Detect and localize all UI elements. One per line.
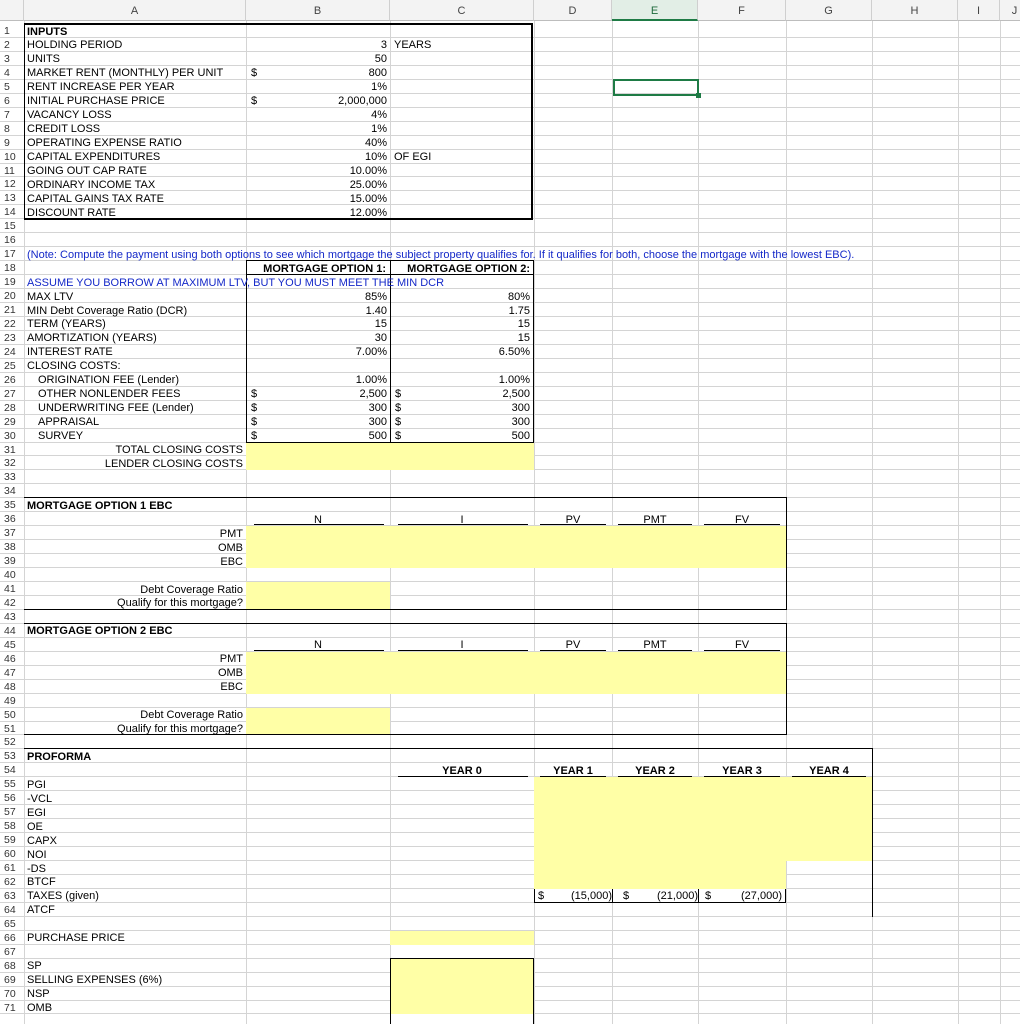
input-value: 12.00%	[349, 206, 387, 219]
option2-value: 300	[511, 416, 530, 429]
border	[534, 889, 535, 903]
input-label: CAPITAL GAINS TAX RATE	[27, 192, 164, 205]
row-number[interactable]: 25	[4, 359, 16, 372]
qualify-label: Qualify for this mortgage?	[117, 723, 243, 735]
row-number[interactable]: 13	[4, 192, 16, 205]
row-number[interactable]: 45	[4, 638, 16, 651]
row-number[interactable]: 40	[4, 569, 16, 582]
option1-value: 1.00%	[355, 374, 387, 387]
option2-value: 6.50%	[498, 346, 530, 359]
ebc-row-label: PMT	[219, 527, 243, 540]
option1-value: 15	[374, 318, 387, 331]
total-closing-label: TOTAL CLOSING COSTS	[115, 444, 243, 456]
mortgage-label: CLOSING COSTS:	[27, 360, 121, 373]
tvm-header: PV	[565, 639, 581, 652]
mortgage-label: AMORTIZATION (YEARS)	[27, 332, 157, 345]
proforma-row-label: OE	[27, 820, 43, 833]
border	[785, 889, 786, 903]
year-header: YEAR 1	[553, 764, 593, 777]
option2-value: 15	[517, 318, 530, 331]
tvm-header: N	[314, 513, 322, 526]
row-number[interactable]: 48	[4, 680, 16, 693]
input-fill	[390, 959, 534, 1015]
input-fill	[534, 777, 786, 875]
border	[698, 889, 699, 903]
input-label: UNITS	[27, 53, 60, 66]
row-number[interactable]: 67	[4, 945, 16, 958]
row-number[interactable]: 20	[4, 290, 16, 303]
row-number[interactable]: 41	[4, 583, 16, 595]
row-number[interactable]: 21	[4, 304, 16, 316]
input-label: INITIAL PURCHASE PRICE	[27, 95, 165, 108]
option2-header: MORTGAGE OPTION 2:	[407, 262, 530, 275]
dcr-label: Debt Coverage Ratio	[140, 583, 243, 596]
input-fill	[534, 875, 786, 889]
row-number[interactable]: 57	[4, 806, 16, 819]
column-header-I[interactable]: I	[958, 0, 1000, 21]
mortgage-label: UNDERWRITING FEE (Lender)	[38, 402, 194, 415]
input-dollar: $	[251, 95, 258, 108]
row-number[interactable]: 63	[4, 889, 16, 902]
row-number[interactable]: 70	[4, 987, 16, 1000]
input-fill	[246, 708, 390, 736]
row-number[interactable]: 51	[4, 722, 16, 735]
input-label: CREDIT LOSS	[27, 123, 101, 136]
proforma-row-label: ATCF	[27, 904, 55, 917]
row-number[interactable]: 59	[4, 834, 16, 847]
option2-value: 1.75	[508, 304, 530, 317]
taxes-value: (27,000)	[741, 890, 782, 903]
tvm-header: FV	[734, 513, 750, 526]
mortgage-label: MIN Debt Coverage Ratio (DCR)	[27, 304, 188, 317]
row-number[interactable]: 33	[4, 471, 16, 484]
option1-value: 7.00%	[355, 346, 387, 359]
input-label: MARKET RENT (MONTHLY) PER UNIT	[27, 67, 224, 80]
input-label: CAPITAL EXPENDITURES	[27, 151, 161, 164]
row-number[interactable]: 65	[4, 917, 16, 930]
row-number[interactable]: 68	[4, 959, 16, 972]
row-number[interactable]: 64	[4, 903, 16, 916]
option1-value: 1.40	[365, 304, 387, 317]
input-value: 40%	[364, 137, 387, 150]
row-number[interactable]: 27	[4, 387, 16, 400]
mortgage-dollar: $	[395, 430, 402, 443]
sale-row-label: OMB	[27, 1002, 53, 1014]
row-number[interactable]: 23	[4, 331, 16, 344]
taxes-value: (15,000)	[571, 890, 612, 903]
sale-row-label: SP	[27, 960, 42, 973]
input-fill	[246, 652, 786, 694]
sale-row-label: SELLING EXPENSES (6%)	[27, 974, 163, 987]
row-number[interactable]: 37	[4, 527, 16, 540]
border	[612, 889, 613, 903]
row-number[interactable]: 44	[4, 624, 16, 637]
proforma-row-label: -DS	[27, 862, 46, 875]
option2-value: 2,500	[502, 388, 530, 401]
row-number[interactable]: 3	[4, 52, 10, 65]
row-number[interactable]: 56	[4, 792, 16, 805]
ebc-row-label: EBC	[220, 555, 243, 568]
proforma-row-label: EGI	[27, 806, 46, 819]
row-number[interactable]: 16	[4, 234, 16, 247]
input-label: OPERATING EXPENSE RATIO	[27, 137, 182, 150]
row-number[interactable]: 60	[4, 848, 16, 861]
mortgage-label: ORIGINATION FEE (Lender)	[38, 374, 179, 387]
column-header-D[interactable]: D	[534, 0, 612, 21]
note-text: (Note: Compute the payment using both options to see which mortgage the subject property qualifies for. If it qualifies for both, choose the mortgage with the lowest EBC).	[27, 248, 855, 261]
inputs-title: INPUTS	[27, 25, 68, 38]
border	[533, 959, 534, 1024]
row-number[interactable]: 49	[4, 694, 16, 707]
row-number[interactable]: 10	[4, 150, 16, 163]
row-number[interactable]: 54	[4, 764, 16, 777]
row-number[interactable]: 39	[4, 555, 16, 568]
mortgage-label: APPRAISAL	[38, 416, 100, 429]
input-value: 2,000,000	[338, 95, 387, 108]
option2-value: 500	[511, 430, 530, 443]
input-value: 4%	[371, 109, 387, 122]
border	[786, 498, 787, 610]
input-value: 10%	[364, 151, 387, 164]
column-header-A[interactable]: A	[24, 0, 246, 21]
option1-value: 500	[368, 430, 387, 443]
mortgage-label: INTEREST RATE	[27, 346, 113, 359]
row-number[interactable]: 47	[4, 666, 16, 679]
hgrid	[0, 232, 1020, 233]
input-value: 1%	[371, 123, 387, 136]
row-number[interactable]: 52	[4, 736, 16, 749]
year-header: YEAR 0	[442, 764, 482, 777]
row-number[interactable]: 55	[4, 778, 16, 791]
ebc-row-label: OMB	[217, 541, 243, 554]
row-number[interactable]: 62	[4, 875, 16, 888]
input-value: 3	[380, 39, 387, 52]
row-number[interactable]: 24	[4, 345, 16, 358]
input-fill	[786, 777, 872, 861]
row-number[interactable]: 22	[4, 317, 16, 330]
option2-value: 300	[511, 402, 530, 415]
input-label: GOING OUT CAP RATE	[27, 165, 147, 177]
column-header-B[interactable]: B	[246, 0, 390, 21]
proforma-row-label: TAXES (given)	[27, 890, 99, 903]
tvm-header: PMT	[643, 639, 667, 652]
tvm-header: N	[314, 639, 322, 652]
dcr-label: Debt Coverage Ratio	[140, 709, 243, 722]
row-number[interactable]: 9	[4, 136, 10, 149]
row-number[interactable]: 5	[4, 80, 10, 93]
input-value: 800	[368, 67, 387, 80]
row-number[interactable]: 7	[4, 108, 10, 121]
option2-value: 15	[517, 332, 530, 345]
row-number[interactable]: 38	[4, 541, 16, 554]
column-header-E[interactable]: E	[612, 0, 698, 21]
input-fill	[390, 931, 534, 945]
input-unit: YEARS	[394, 39, 432, 52]
row-number[interactable]: 66	[4, 931, 16, 944]
mortgage-dollar: $	[395, 416, 402, 429]
selected-cell-E5[interactable]	[613, 79, 699, 96]
qualify-label: Qualify for this mortgage?	[117, 597, 243, 610]
input-value: 1%	[371, 81, 387, 94]
mortgage-dollar: $	[251, 416, 258, 429]
mortgage-dollar: $	[395, 402, 402, 415]
input-value: 25.00%	[349, 178, 387, 191]
proforma-row-label: BTCF	[27, 876, 56, 889]
row-number[interactable]: 6	[4, 94, 10, 107]
row-number[interactable]: 19	[4, 276, 16, 289]
row-number[interactable]: 34	[4, 485, 16, 498]
row-number[interactable]: 69	[4, 973, 16, 986]
option1-header: MORTGAGE OPTION 1:	[263, 262, 386, 275]
row-number[interactable]: 12	[4, 178, 16, 191]
row-number[interactable]: 58	[4, 820, 16, 833]
input-fill	[246, 526, 786, 568]
taxes-value: (21,000)	[657, 890, 698, 903]
column-header-G[interactable]: G	[786, 0, 872, 21]
row-number[interactable]: 42	[4, 596, 16, 609]
proforma-row-label: NOI	[27, 848, 47, 861]
mortgage-dollar: $	[251, 402, 258, 415]
year-header: YEAR 4	[809, 764, 849, 777]
row-number[interactable]: 71	[4, 1001, 16, 1014]
row-number[interactable]: 28	[4, 401, 16, 414]
input-value: 15.00%	[349, 192, 387, 205]
input-label: RENT INCREASE PER YEAR	[27, 81, 175, 94]
taxes-dollar: $	[538, 890, 545, 903]
row-number[interactable]: 50	[4, 708, 16, 721]
border	[786, 624, 787, 736]
option1-value: 300	[368, 402, 387, 415]
row-number[interactable]: 53	[4, 750, 16, 763]
sale-row-label: NSP	[27, 988, 50, 1001]
option2-value: 80%	[507, 290, 530, 303]
input-label: DISCOUNT RATE	[27, 206, 116, 219]
row-number[interactable]: 43	[4, 610, 16, 623]
mortgage-label: TERM (YEARS)	[27, 318, 106, 331]
proforma-row-label: -VCL	[27, 792, 53, 805]
row-number[interactable]: 15	[4, 220, 16, 233]
column-header-F[interactable]: F	[698, 0, 786, 21]
year-header: YEAR 2	[635, 764, 675, 777]
tvm-header: PV	[565, 513, 581, 526]
input-fill	[246, 582, 390, 610]
option1-value: 30	[374, 332, 387, 345]
tvm-header: PMT	[643, 513, 667, 526]
assume-text: ASSUME YOU BORROW AT MAXIMUM LTV, BUT YOU MUST MEET THE MIN DCR	[27, 276, 445, 289]
ebc-title: MORTGAGE OPTION 1 EBC	[27, 499, 173, 512]
taxes-dollar: $	[623, 890, 630, 903]
row-number[interactable]: 8	[4, 122, 10, 135]
row-number[interactable]: 61	[4, 862, 16, 874]
lender-closing-label: LENDER CLOSING COSTS	[104, 457, 243, 470]
option1-value: 300	[368, 416, 387, 429]
option1-value: 2,500	[359, 388, 387, 401]
row-number[interactable]: 17	[4, 248, 16, 261]
input-label: ORDINARY INCOME TAX	[27, 178, 156, 191]
ebc-row-label: EBC	[220, 681, 243, 694]
option2-value: 1.00%	[498, 374, 530, 387]
column-header-C[interactable]: C	[390, 0, 534, 21]
mortgage-label: OTHER NONLENDER FEES	[38, 388, 181, 401]
tvm-header: I	[460, 639, 464, 652]
border	[24, 24, 25, 219]
row-number[interactable]: 31	[4, 443, 16, 456]
mortgage-label: SURVEY	[38, 430, 84, 443]
proforma-row-label: CAPX	[27, 834, 57, 847]
row-number[interactable]: 18	[4, 262, 16, 275]
input-value: 10.00%	[349, 165, 387, 177]
hgrid	[0, 483, 1020, 484]
row-number[interactable]: 1	[4, 25, 10, 37]
mortgage-dollar: $	[395, 388, 402, 401]
taxes-dollar: $	[705, 890, 712, 903]
mortgage-dollar: $	[251, 430, 258, 443]
row-number[interactable]: 36	[4, 513, 16, 526]
proforma-title: PROFORMA	[27, 750, 92, 763]
row-number[interactable]: 2	[4, 38, 10, 51]
mortgage-label: MAX LTV	[27, 290, 74, 303]
option1-value: 85%	[364, 290, 387, 303]
row-number[interactable]: 29	[4, 415, 16, 428]
border	[872, 749, 873, 916]
tvm-header: FV	[734, 639, 750, 652]
input-label: HOLDING PERIOD	[27, 39, 123, 52]
input-value: 50	[374, 53, 387, 66]
row-number[interactable]: 11	[4, 164, 15, 177]
row-number[interactable]: 26	[4, 373, 16, 386]
row-number[interactable]: 35	[4, 499, 16, 512]
column-header-H[interactable]: H	[872, 0, 958, 21]
year-header: YEAR 3	[722, 764, 762, 777]
border	[531, 23, 533, 219]
input-fill	[246, 443, 534, 471]
purchase-price-label: PURCHASE PRICE	[27, 932, 125, 945]
row-number[interactable]: 14	[4, 206, 16, 219]
row-header-corner	[0, 0, 24, 21]
proforma-row-label: PGI	[27, 778, 46, 791]
row-number[interactable]: 4	[4, 66, 10, 79]
input-label: VACANCY LOSS	[27, 109, 112, 122]
input-dollar: $	[251, 67, 258, 80]
input-unit: OF EGI	[394, 151, 432, 164]
tvm-header: I	[460, 513, 464, 526]
border	[533, 261, 534, 442]
ebc-row-label: PMT	[219, 653, 243, 666]
ebc-row-label: OMB	[217, 667, 243, 680]
row-number[interactable]: 32	[4, 457, 16, 470]
mortgage-dollar: $	[251, 388, 258, 401]
column-header-J[interactable]: J	[1000, 0, 1020, 21]
border	[390, 958, 534, 959]
ebc-title: MORTGAGE OPTION 2 EBC	[27, 625, 173, 638]
border	[390, 959, 391, 1024]
row-number[interactable]: 30	[4, 429, 16, 442]
row-number[interactable]: 46	[4, 652, 16, 665]
